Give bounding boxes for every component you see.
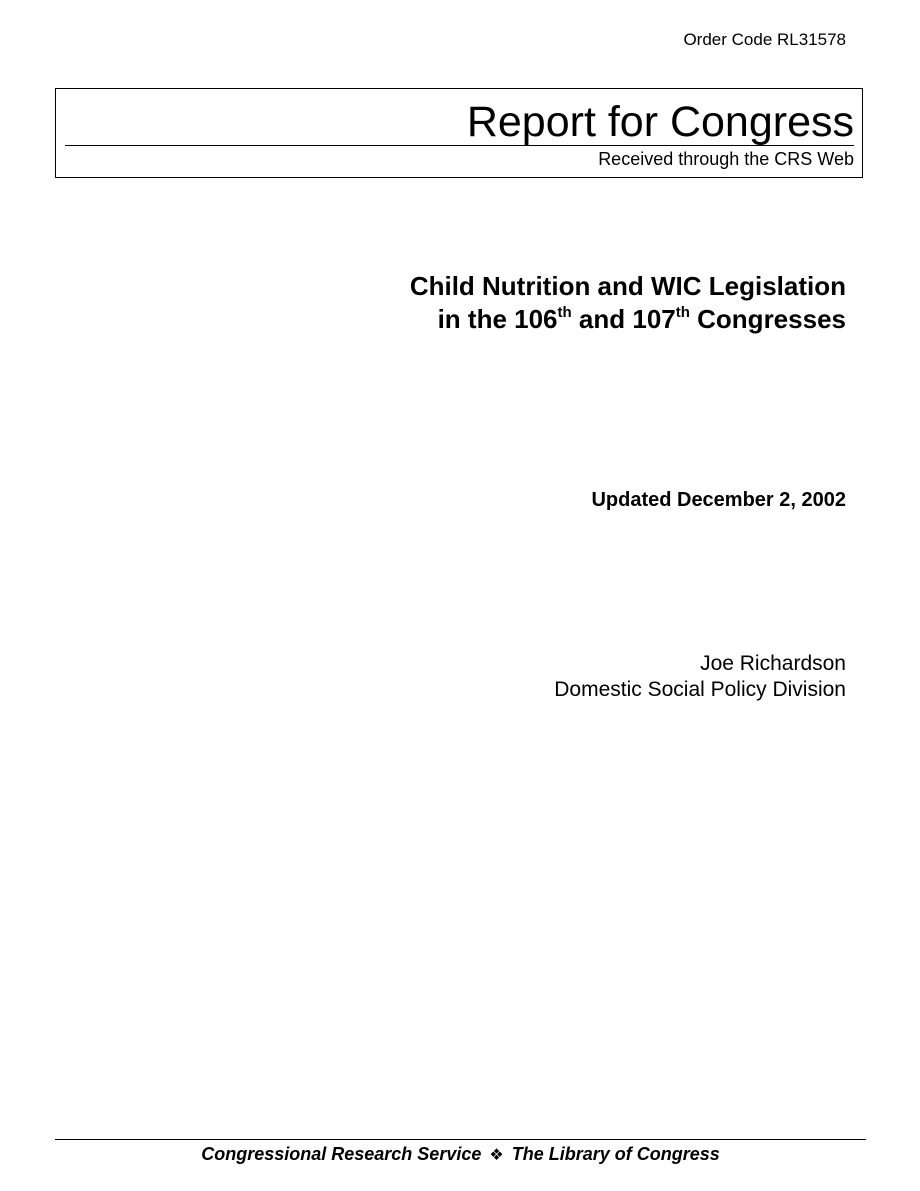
footer [55, 1142, 866, 1167]
author-name: Joe Richardson [700, 652, 846, 675]
report-title: Report for Congress [466, 98, 854, 146]
title-part: and 107 [571, 304, 676, 334]
footer-divider [55, 1139, 866, 1140]
document-title [410, 270, 846, 340]
title-part: in the 106 [437, 304, 558, 334]
document-title-line-1: Child Nutrition and WIC Legislation [409, 271, 846, 301]
title-part: Congresses [689, 304, 846, 334]
report-subtitle: Received through the CRS Web [598, 149, 854, 169]
title-superscript: th [557, 304, 572, 321]
author-block [554, 651, 846, 703]
author-division: Domestic Social Policy Division [554, 678, 846, 701]
title-superscript: th [675, 304, 690, 321]
footer-left: Congressional Research Service [201, 1144, 482, 1164]
order-code: Order Code RL31578 [683, 30, 846, 49]
document-title-line-2 [410, 303, 846, 340]
report-header-box [55, 88, 863, 178]
four-diamond-icon: ❖ [489, 1145, 504, 1164]
footer-right: The Library of Congress [511, 1144, 720, 1164]
updated-date: Updated December 2, 2002 [591, 489, 846, 511]
header-divider [65, 145, 854, 146]
